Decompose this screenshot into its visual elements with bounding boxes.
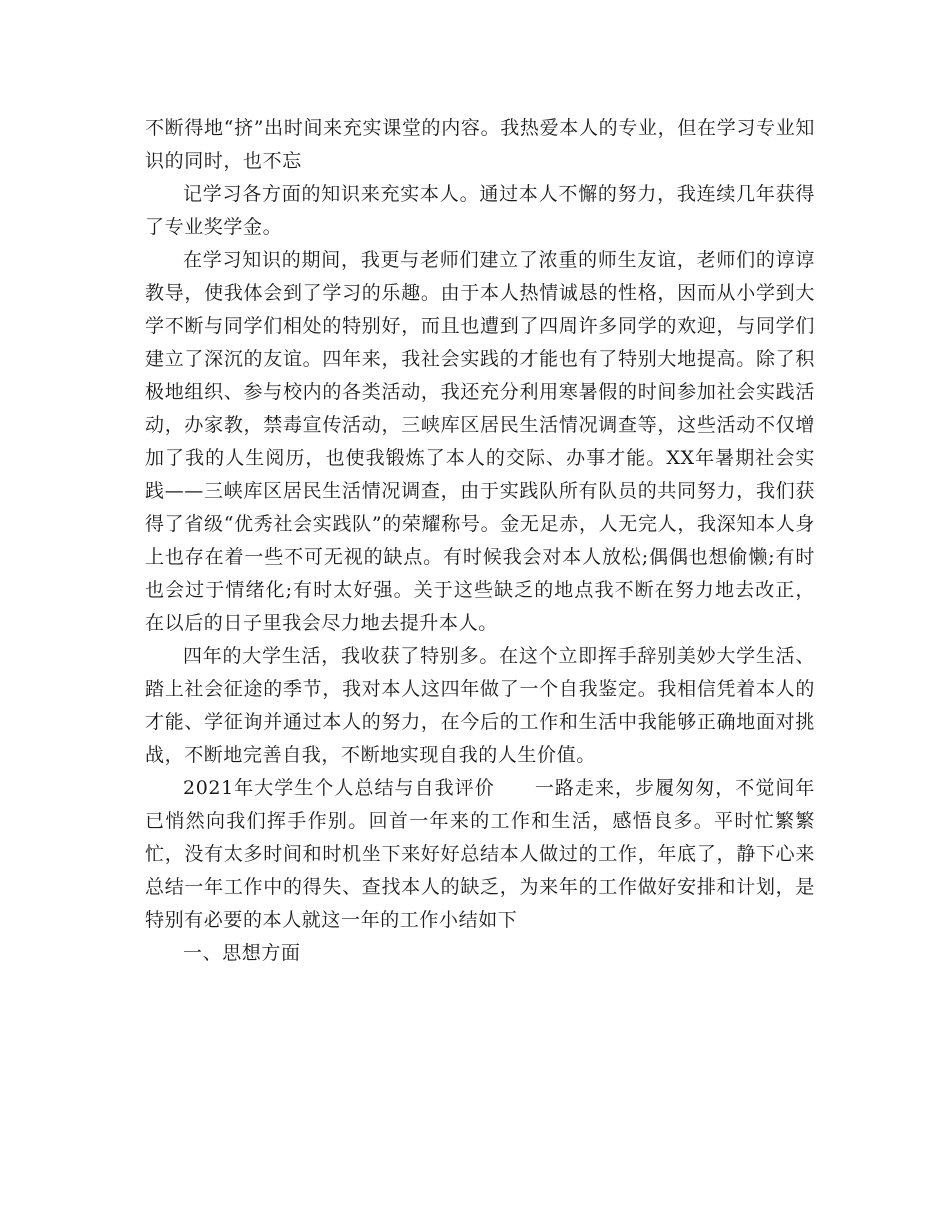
paragraph: 2021年大学生个人总结与自我评价 一路走来，步履匆匆，不觉间年已悄然向我们挥手作别。回首一年来的工作和生活，感悟良多。平时忙繁繁忙，没有太多时间和时机坐下来好好总结本人做过的工作，年底了，静下心来总结一年工作中的得失、查找本人的缺乏，为来年的工作做好安排和计划，是特别有必要的本人就这一年的工作小结如下	[145, 777, 815, 931]
paragraph: 四年的大学生活，我收获了特别多。在这个立即挥手辞别美妙大学生活、踏上社会征途的季节，我对本人这四年做了一个自我鉴定。我相信凭着本人的才能、学征询并通过本人的努力，在今后的工作和生活中我能够正确地面对挑战，不断地完善自我，不断地实现自我的人生价值。	[145, 645, 815, 766]
paragraph: 不断得地“挤”出时间来充实课堂的内容。我热爱本人的专业，但在学习专业知识的同时，也不忘	[145, 117, 815, 172]
section-heading: 一、思想方面	[183, 942, 301, 964]
paragraph: 记学习各方面的知识来充实本人。通过本人不懈的努力，我连续几年获得了专业奖学金。	[145, 183, 815, 238]
document-body	[145, 112, 815, 970]
paragraph: 在学习知识的期间，我更与老师们建立了浓重的师生友谊，老师们的谆谆教导，使我体会到了学习的乐趣。由于本人热情诚恳的性格，因而从小学到大学不断与同学们相处的特别好，而且也遭到了四周许多同学的欢迎，与同学们建立了深沉的友谊。四年来，我社会实践的才能也有了特别大地提高。除了积极地组织、参与校内的各类活动，我还充分利用寒暑假的时间参加社会实践活动，办家教，禁毒宣传活动，三峡库区居民生活情况调查等，这些活动不仅增加了我的人生阅历，也使我锻炼了本人的交际、办事才能。XX年暑期社会实践——三峡库区居民生活情况调查，由于实践队所有队员的共同努力，我们获得了省级“优秀社会实践队”的荣耀称号。金无足赤，人无完人，我深知本人身上也存在着一些不可无视的缺点。有时候我会对本人放松;偶偶也想偷懒;有时也会过于情绪化;有时太好强。关于这些缺乏的地点我不断在努力地去改正，在以后的日子里我会尽力地去提升本人。	[145, 249, 815, 634]
